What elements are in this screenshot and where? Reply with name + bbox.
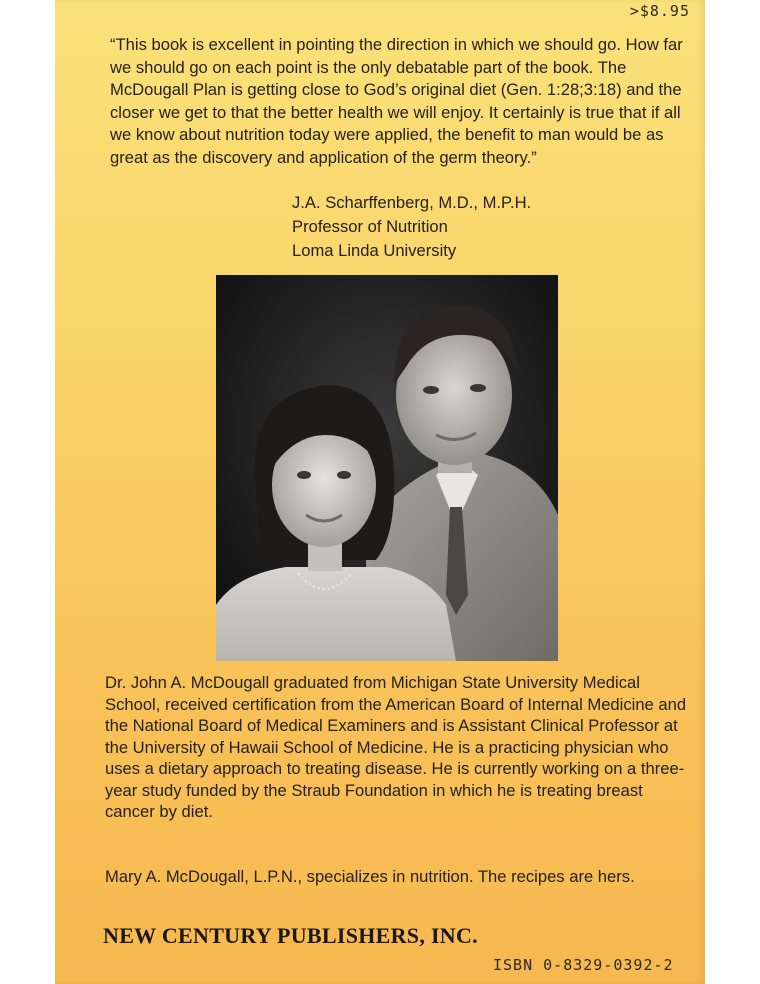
attribution-title: Professor of Nutrition	[292, 217, 448, 236]
quote-attribution	[292, 191, 531, 263]
author-portrait-image	[216, 275, 558, 661]
back-cover	[55, 0, 705, 984]
author-bio-mary: Mary A. McDougall, L.P.N., specializes in nutrition. The recipes are hers.	[105, 867, 635, 886]
author-bio-john: Dr. John A. McDougall graduated from Michigan State University Medical School, received certification from the American Board of Internal Medicine and the National Board of Medical Examiners and is Assistant Clinical Professor at the University of Hawaii School of Medicine. He is a practicing physician who uses a dietary approach to treating disease. He is currently working on a three-year study funded by the Straub Foundation in which he is treating breast cancer by diet.	[105, 673, 687, 821]
price-sticker: >$8.95	[629, 2, 690, 20]
isbn-number: ISBN 0-8329-0392-2	[493, 956, 674, 974]
author-photo	[216, 275, 558, 661]
attribution-author: J.A. Scharffenberg, M.D., M.P.H.	[292, 193, 532, 212]
endorsement-quote: “This book is excellent in pointing the direction in which we should go. How far we should go on each point is the only debatable part of the book. The McDougall Plan is getting close to God’s original diet (Gen. 1:28;3:18) and the closer we get to that the better health we will enjoy. It certainly is true that if all we know about nutrition today were applied, the benefit to man would be as great as the discovery and application of the germ theory.”	[110, 35, 683, 167]
attribution-affiliation: Loma Linda University	[292, 241, 457, 260]
publisher-name: NEW CENTURY PUBLISHERS, INC.	[103, 923, 478, 948]
